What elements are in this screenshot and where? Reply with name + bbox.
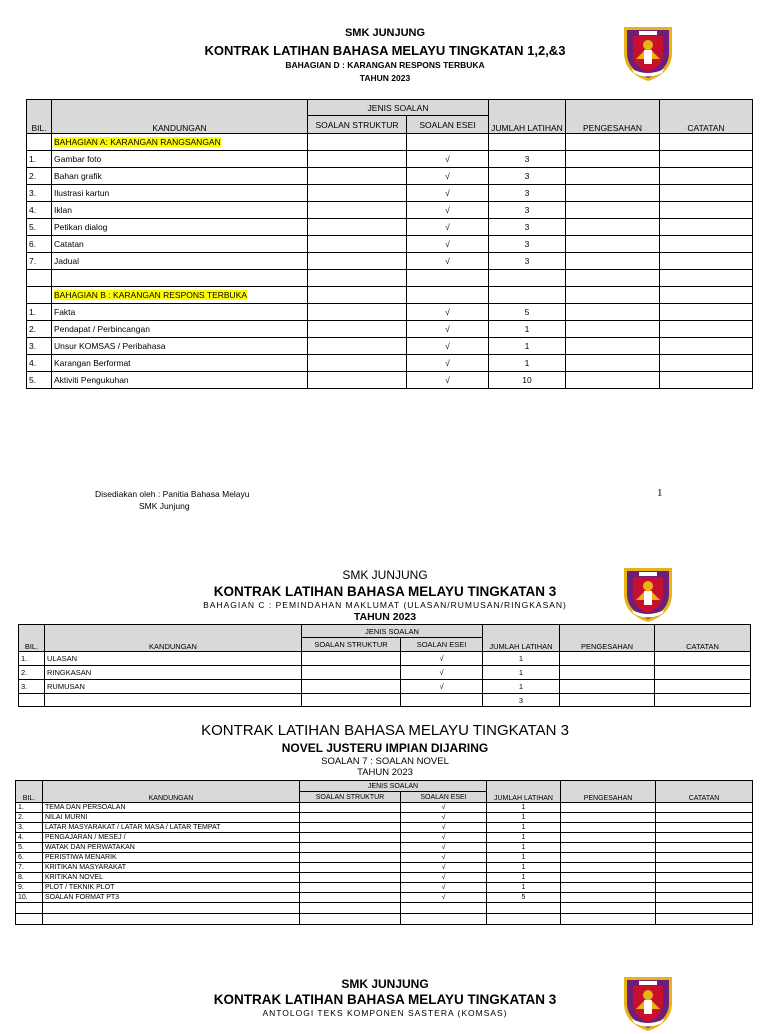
header-bil: BIL. bbox=[16, 781, 43, 803]
section3-subtitle: SOALAN 7 : SOALAN NOVEL bbox=[321, 756, 449, 767]
table-row bbox=[19, 680, 751, 694]
row-item: SOALAN FORMAT PT3 bbox=[43, 893, 300, 903]
check-mark: √ bbox=[401, 680, 483, 694]
table-row bbox=[27, 372, 753, 389]
row-jumlah: 1 bbox=[487, 853, 561, 863]
section3-contract-table bbox=[15, 780, 753, 925]
row-bil: 5. bbox=[16, 843, 43, 853]
row-bil: 9. bbox=[16, 883, 43, 893]
page-number: 1 bbox=[657, 487, 663, 499]
check-mark: √ bbox=[407, 355, 489, 372]
row-jumlah: 1 bbox=[489, 355, 566, 372]
empty-row bbox=[16, 914, 753, 925]
check-mark: √ bbox=[401, 652, 483, 666]
row-item: KRITIKAN MASYARAKAT bbox=[43, 863, 300, 873]
section-b-label-cell bbox=[52, 287, 308, 304]
table-row bbox=[16, 823, 753, 833]
check-mark: √ bbox=[401, 666, 483, 680]
header-kandungan: KANDUNGAN bbox=[43, 781, 300, 803]
header-jumlah-latihan: JUMLAH LATIHAN bbox=[483, 625, 560, 652]
check-mark: √ bbox=[401, 873, 487, 883]
row-jumlah: 1 bbox=[487, 833, 561, 843]
check-mark: √ bbox=[401, 823, 487, 833]
table-row bbox=[27, 219, 753, 236]
row-jumlah: 1 bbox=[483, 680, 560, 694]
header-kandungan: KANDUNGAN bbox=[45, 625, 302, 652]
row-jumlah: 10 bbox=[489, 372, 566, 389]
row-bil: 2. bbox=[27, 321, 52, 338]
row-jumlah: 1 bbox=[483, 652, 560, 666]
table-row bbox=[16, 843, 753, 853]
section-a-label: BAHAGIAN A: KARANGAN RANGSANGAN bbox=[54, 137, 221, 147]
school-crest-logo bbox=[618, 563, 678, 625]
row-item: WATAK DAN PERWATAKAN bbox=[43, 843, 300, 853]
row-item: LATAR MASYARAKAT / LATAR MASA / LATAR TEMPAT bbox=[43, 823, 300, 833]
row-bil: 3. bbox=[27, 185, 52, 202]
row-jumlah: 3 bbox=[489, 185, 566, 202]
row-item: Unsur KOMSAS / Peribahasa bbox=[52, 338, 308, 355]
row-bil: 5. bbox=[27, 372, 52, 389]
row-jumlah: 1 bbox=[487, 873, 561, 883]
table-row bbox=[27, 151, 753, 168]
section4-school: SMK JUNJUNG bbox=[341, 977, 429, 991]
check-mark: √ bbox=[401, 843, 487, 853]
section2-subtitle: BAHAGIAN C : PEMINDAHAN MAKLUMAT (ULASAN/RUMUSAN/RINGKASAN) bbox=[203, 600, 567, 610]
header-pengesahan: PENGESAHAN bbox=[561, 781, 656, 803]
school-crest-logo bbox=[618, 22, 678, 84]
section2-contract-table bbox=[18, 624, 751, 707]
row-item: RINGKASAN bbox=[45, 666, 302, 680]
check-mark: √ bbox=[401, 813, 487, 823]
row-bil: 3. bbox=[27, 338, 52, 355]
row-bil: 4. bbox=[27, 202, 52, 219]
table-row bbox=[16, 833, 753, 843]
row-item: Catatan bbox=[52, 236, 308, 253]
header-soalan-esei: SOALAN ESEI bbox=[401, 792, 487, 803]
row-bil: 2. bbox=[27, 168, 52, 185]
table-row bbox=[27, 355, 753, 372]
check-mark: √ bbox=[407, 304, 489, 321]
row-jumlah: 1 bbox=[487, 863, 561, 873]
page1-school: SMK JUNJUNG bbox=[344, 27, 426, 39]
row-item: Bahan grafik bbox=[52, 168, 308, 185]
row-item: Fakta bbox=[52, 304, 308, 321]
table-row bbox=[19, 652, 751, 666]
table-row bbox=[16, 803, 753, 813]
section2-school: SMK JUNJUNG bbox=[342, 568, 428, 582]
check-mark: √ bbox=[407, 338, 489, 355]
table-row bbox=[27, 321, 753, 338]
row-item: Aktiviti Pengukuhan bbox=[52, 372, 308, 389]
check-mark: √ bbox=[401, 863, 487, 873]
total-row bbox=[19, 694, 751, 707]
row-bil: 1. bbox=[27, 304, 52, 321]
section-b-label: BAHAGIAN B : KARANGAN RESPONS TERBUKA bbox=[54, 290, 248, 300]
empty-row bbox=[16, 903, 753, 914]
table-row bbox=[27, 202, 753, 219]
check-mark: √ bbox=[407, 151, 489, 168]
header-bil: BIL. bbox=[27, 100, 52, 134]
row-item: Iklan bbox=[52, 202, 308, 219]
row-item: Jadual bbox=[52, 253, 308, 270]
table-row bbox=[27, 304, 753, 321]
header-catatan: CATATAN bbox=[660, 100, 753, 134]
row-bil: 7. bbox=[27, 253, 52, 270]
table-row bbox=[16, 813, 753, 823]
check-mark: √ bbox=[407, 168, 489, 185]
header-pengesahan: PENGESAHAN bbox=[566, 100, 660, 134]
section4-title: KONTRAK LATIHAN BAHASA MELAYU TINGKATAN 3 bbox=[213, 992, 557, 1007]
table-row bbox=[27, 168, 753, 185]
row-bil: 6. bbox=[27, 236, 52, 253]
prepared-by: Disediakan oleh : Panitia Bahasa Melayu bbox=[95, 489, 250, 499]
row-bil: 2. bbox=[19, 666, 45, 680]
row-bil: 8. bbox=[16, 873, 43, 883]
section4-subtitle: ANTOLOGI TEKS KOMPONEN SASTERA (KOMSAS) bbox=[262, 1008, 508, 1018]
header-soalan-struktur: SOALAN STRUKTUR bbox=[302, 638, 401, 652]
row-jumlah: 3 bbox=[489, 168, 566, 185]
table-row bbox=[27, 236, 753, 253]
row-item: Karangan Berformat bbox=[52, 355, 308, 372]
header-soalan-struktur: SOALAN STRUKTUR bbox=[308, 116, 407, 134]
row-bil: 3. bbox=[19, 680, 45, 694]
row-item: TEMA DAN PERSOALAN bbox=[43, 803, 300, 813]
school-crest-logo bbox=[618, 972, 678, 1034]
row-jumlah: 1 bbox=[487, 883, 561, 893]
row-jumlah: 1 bbox=[483, 666, 560, 680]
section2-year: TAHUN 2023 bbox=[353, 611, 417, 623]
check-mark: √ bbox=[407, 219, 489, 236]
row-item: Ilustrasi kartun bbox=[52, 185, 308, 202]
row-jumlah: 3 bbox=[489, 253, 566, 270]
check-mark: √ bbox=[401, 803, 487, 813]
row-jumlah: 3 bbox=[489, 219, 566, 236]
header-soalan-esei: SOALAN ESEI bbox=[407, 116, 489, 134]
check-mark: √ bbox=[401, 893, 487, 903]
row-bil: 6. bbox=[16, 853, 43, 863]
table-row bbox=[27, 185, 753, 202]
empty-row bbox=[27, 270, 753, 287]
header-kandungan: KANDUNGAN bbox=[52, 100, 308, 134]
header-jumlah-latihan: JUMLAH LATIHAN bbox=[489, 100, 566, 134]
header-jenis-soalan: JENIS SOALAN bbox=[300, 781, 487, 792]
row-bil: 4. bbox=[16, 833, 43, 843]
row-item: PERISTIWA MENARIK bbox=[43, 853, 300, 863]
check-mark: √ bbox=[401, 883, 487, 893]
table-row bbox=[16, 853, 753, 863]
check-mark: √ bbox=[407, 253, 489, 270]
header-soalan-esei: SOALAN ESEI bbox=[401, 638, 483, 652]
row-bil: 4. bbox=[27, 355, 52, 372]
table-row bbox=[19, 666, 751, 680]
row-item: Gambar foto bbox=[52, 151, 308, 168]
check-mark: √ bbox=[401, 853, 487, 863]
row-item: Petikan dialog bbox=[52, 219, 308, 236]
header-jumlah-latihan: JUMLAH LATIHAN bbox=[487, 781, 561, 803]
header-catatan: CATATAN bbox=[656, 781, 753, 803]
header-bil: BIL. bbox=[19, 625, 45, 652]
page1-contract-table bbox=[26, 99, 753, 389]
total-jumlah: 3 bbox=[483, 694, 560, 707]
header-jenis-soalan: JENIS SOALAN bbox=[302, 625, 483, 638]
row-jumlah: 3 bbox=[489, 202, 566, 219]
row-item: Pendapat / Perbincangan bbox=[52, 321, 308, 338]
header-jenis-soalan: JENIS SOALAN bbox=[308, 100, 489, 116]
row-item: NILAI MURNI bbox=[43, 813, 300, 823]
row-jumlah: 3 bbox=[489, 236, 566, 253]
prepared-school: SMK Junjung bbox=[139, 501, 190, 511]
row-item: PLOT / TEKNIK PLOT bbox=[43, 883, 300, 893]
check-mark: √ bbox=[407, 372, 489, 389]
section3-year: TAHUN 2023 bbox=[357, 767, 413, 778]
row-bil: 2. bbox=[16, 813, 43, 823]
row-bil: 1. bbox=[16, 803, 43, 813]
header-pengesahan: PENGESAHAN bbox=[560, 625, 655, 652]
row-jumlah: 5 bbox=[487, 893, 561, 903]
check-mark: √ bbox=[407, 236, 489, 253]
row-bil: 1. bbox=[27, 151, 52, 168]
page1-subtitle: BAHAGIAN D : KARANGAN RESPONS TERBUKA bbox=[285, 60, 485, 70]
section-a-label-cell bbox=[52, 134, 308, 151]
row-bil: 10. bbox=[16, 893, 43, 903]
header-soalan-struktur: SOALAN STRUKTUR bbox=[300, 792, 401, 803]
check-mark: √ bbox=[407, 202, 489, 219]
table-row bbox=[27, 338, 753, 355]
row-jumlah: 3 bbox=[489, 151, 566, 168]
table-row bbox=[16, 893, 753, 903]
row-jumlah: 5 bbox=[489, 304, 566, 321]
header-catatan: CATATAN bbox=[655, 625, 751, 652]
row-jumlah: 1 bbox=[489, 321, 566, 338]
row-jumlah: 1 bbox=[487, 813, 561, 823]
row-bil: 7. bbox=[16, 863, 43, 873]
page1-year: TAHUN 2023 bbox=[359, 73, 411, 83]
table-row bbox=[16, 863, 753, 873]
row-jumlah: 1 bbox=[487, 823, 561, 833]
section3-title: KONTRAK LATIHAN BAHASA MELAYU TINGKATAN 3 bbox=[201, 722, 569, 739]
row-item: ULASAN bbox=[45, 652, 302, 666]
table-row bbox=[16, 873, 753, 883]
section2-title: KONTRAK LATIHAN BAHASA MELAYU TINGKATAN 3 bbox=[213, 584, 557, 599]
row-item: KRITIKAN NOVEL bbox=[43, 873, 300, 883]
row-item: RUMUSAN bbox=[45, 680, 302, 694]
check-mark: √ bbox=[407, 185, 489, 202]
row-jumlah: 1 bbox=[487, 843, 561, 853]
row-bil: 5. bbox=[27, 219, 52, 236]
row-jumlah: 1 bbox=[487, 803, 561, 813]
check-mark: √ bbox=[401, 833, 487, 843]
page1-title: KONTRAK LATIHAN BAHASA MELAYU TINGKATAN 1,2,&3 bbox=[204, 43, 566, 58]
row-bil: 1. bbox=[19, 652, 45, 666]
check-mark: √ bbox=[407, 321, 489, 338]
table-row bbox=[16, 883, 753, 893]
row-jumlah: 1 bbox=[489, 338, 566, 355]
row-bil: 3. bbox=[16, 823, 43, 833]
row-item: PENGAJARAN / MESEJ / bbox=[43, 833, 300, 843]
table-row bbox=[27, 253, 753, 270]
section3-novel: NOVEL JUSTERU IMPIAN DIJARING bbox=[281, 741, 489, 755]
